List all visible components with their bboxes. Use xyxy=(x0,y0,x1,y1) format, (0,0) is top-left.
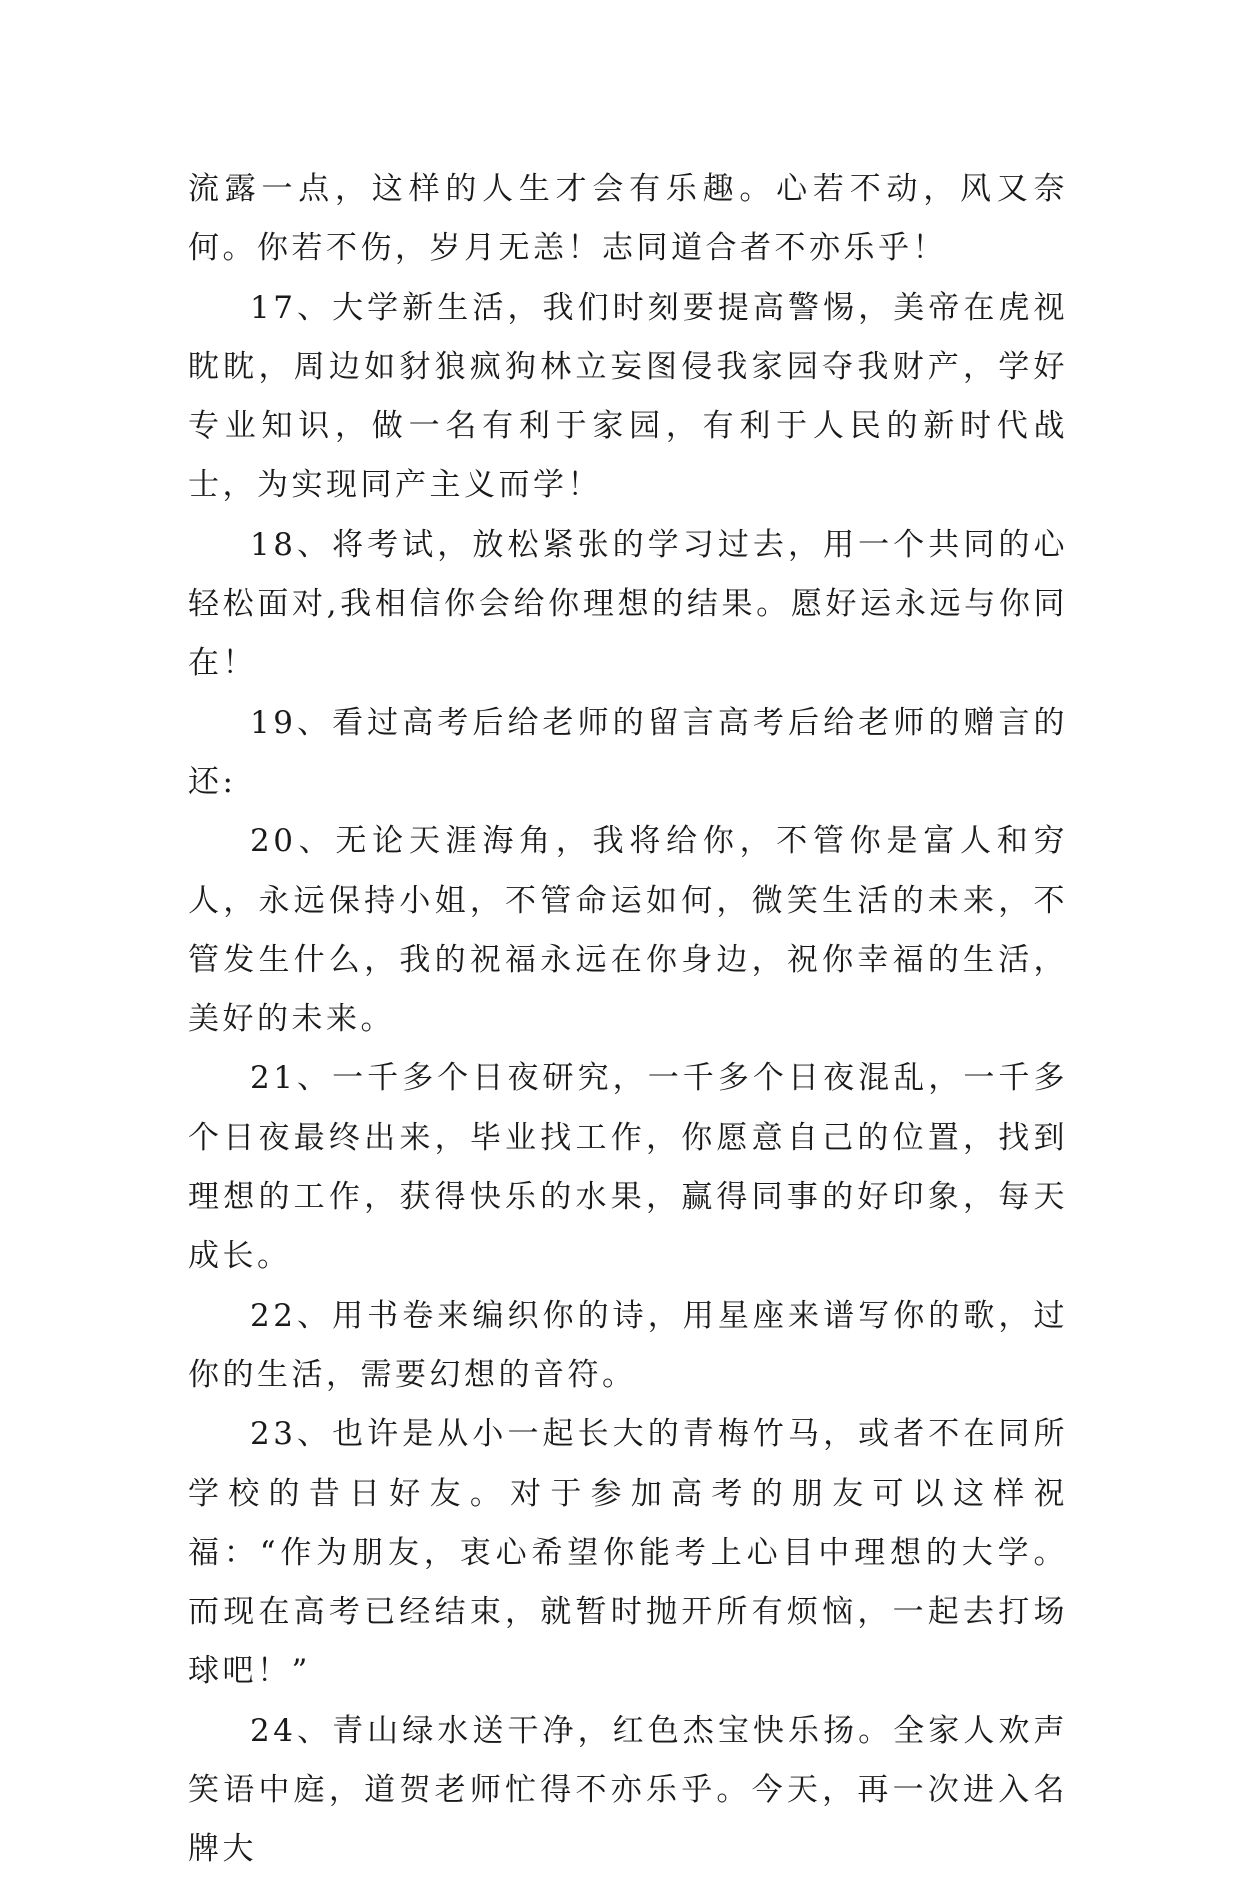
paragraph-18: 18、将考试，放松紧张的学习过去，用一个共同的心轻松面对,我相信你会给你理想的结果。愿好运永远与你同在！ xyxy=(188,526,1068,682)
paragraph-17: 17、大学新生活，我们时刻要提高警惕，美帝在虎视眈眈，周边如豺狼疯狗林立妄图侵我家园夺我财产，学好专业知识，做一名有利于家园，有利于人民的新时代战士，为实现同产主义而学！ xyxy=(188,289,1068,504)
paragraph-20: 20、无论天涯海角，我将给你，不管你是富人和穷人，永远保持小姐，不管命运如何，微笑生活的未来，不管发生什么，我的祝福永远在你身边，祝你幸福的生活，美好的未来。 xyxy=(188,823,1068,1038)
paragraph-23: 23、也许是从小一起长大的青梅竹马，或者不在同所学校的昔日好友。对于参加高考的朋友可以这样祝福：“作为朋友，衷心希望你能考上心目中理想的大学。而现在高考已经结束，就暂时抛开所有烦恼，一起去打场球吧！” xyxy=(188,1416,1068,1690)
paragraph-21: 21、一千多个日夜研究，一千多个日夜混乱，一千多个日夜最终出来，毕业找工作，你愿意自己的位置，找到理想的工作，获得快乐的水果，赢得同事的好印象，每天成长。 xyxy=(188,1060,1068,1275)
paragraph-22: 22、用书卷来编织你的诗，用星座来谱写你的歌，过你的生活，需要幻想的音符。 xyxy=(188,1297,1068,1393)
paragraph-continued: 流露一点，这样的人生才会有乐趣。心若不动，风又奈何。你若不伤，岁月无恙！志同道合者不亦乐乎！ xyxy=(188,171,1068,267)
document-body xyxy=(188,160,1068,1880)
paragraph-24: 24、青山绿水送干净，红色杰宝快乐扬。全家人欢声笑语中庭，道贺老师忙得不亦乐乎。今天，再一次进入名牌大 xyxy=(188,1712,1068,1868)
paragraph-19: 19、看过高考后给老师的留言高考后给老师的赠言的还: xyxy=(188,704,1068,800)
